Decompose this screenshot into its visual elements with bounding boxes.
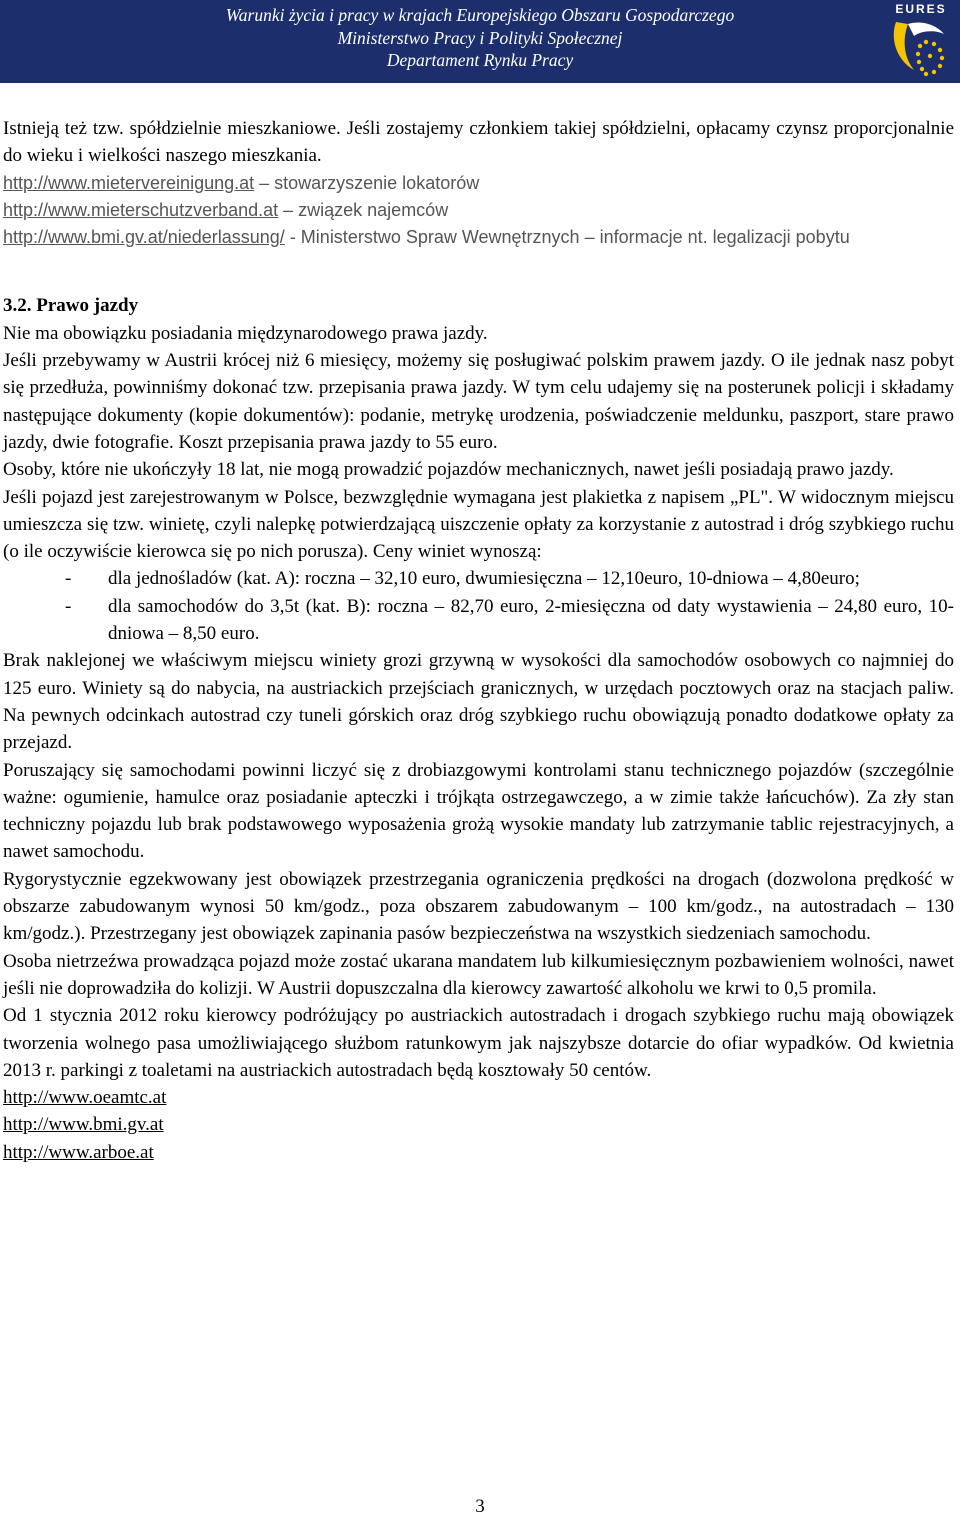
footer-link-3 [3, 1139, 954, 1166]
link-mieterschutzverband[interactable]: http://www.mieterschutzverband.at [3, 199, 279, 220]
intro-link-3 [3, 224, 954, 251]
list-item [3, 593, 954, 648]
header-text [0, 4, 960, 72]
list-item-text: dla samochodów do 3,5t (kat. B): roczna – 82,70 euro, 2-miesięczna od daty wystawienia – 24,80 euro, 10-dniowa – 8,50 euro. [108, 595, 954, 645]
page-number: 3 [475, 1496, 485, 1517]
paragraph-2: Jeśli przebywamy w Austrii krócej niż 6 miesięcy, możemy się posługiwać polskim prawem jazdy. O ile jednak nasz pobyt się przedłuża, powinniśmy dokonać tzw. przepisania prawa jazdy. W tym celu udajemy się na posterunek policji i składamy następujące dokumenty (kopie dokumentów): podanie, metrykę urodzenia, poświadczenie meldunku, paszport, stare prawo jazdy, dwie fotografie. Koszt przepisania prawa jazdy to 55 euro. [3, 350, 954, 453]
link-desc-3: - Ministerstwo Spraw Wewnętrznych – informacje nt. legalizacji pobytu [284, 227, 850, 248]
link-desc-1: – stowarzyszenie lokatorów [254, 172, 480, 193]
paragraph-3: Osoby, które nie ukończyły 18 lat, nie mogą prowadzić pojazdów mechanicznych, nawet jeśli posiadają prawo jazdy. [3, 459, 894, 481]
paragraph-6: Poruszający się samochodami powinni liczyć się z drobiazgowymi kontrolami stanu technicznego pojazdów (szczególnie ważne: ogumienie, hamulce oraz posiadanie apteczki i trójkąta ostrzegawczego, a w zimie także łańcuchów). Za zły stan techniczny pojazdu lub brak podstawowego wyposażenia grożą wysokie mandaty lub zatrzymanie tablic rejestracyjnych, a nawet samochodu. [3, 759, 954, 863]
list-item-text: dla jednośladów (kat. A): roczna – 32,10 euro, dwumiesięczna – 12,10euro, 10-dniowa – 4,80euro; [108, 568, 860, 590]
eures-logo-icon [886, 0, 956, 80]
header-line-1: Warunki życia i pracy w krajach Europejskiego Obszaru Gospodarczego [225, 5, 735, 25]
section-title: 3.2. Prawo jazdy [3, 295, 139, 317]
link-mietervereinigung[interactable]: http://www.mietervereinigung.at [3, 172, 255, 193]
page-header [0, 0, 960, 80]
paragraph-7: Rygorystycznie egzekwowany jest obowiązek przestrzegania ograniczenia prędkości na drogach (dozwolona prędkość w obszarze zabudowanym wynosi 50 km/godz., poza obszarem zabudowanym – 100 km/godz., na autostradach – 130 km/godz.). Przestrzegany jest obowiązek zapinania pasów bezpieczeństwa na wszystkich siedzeniach samochodu. [3, 868, 954, 945]
footer-link-2 [3, 1111, 954, 1138]
intro-paragraph: Istnieją też tzw. spółdzielnie mieszkaniowe. Jeśli zostajemy członkiem takiej spółdzielni, opłacamy czynsz proporcjonalnie do wieku i wielkości naszego mieszkania. [3, 118, 954, 167]
logo-text: EURES [895, 2, 947, 16]
header-rule [0, 80, 960, 83]
paragraph-4: Jeśli pojazd jest zarejestrowanym w Polsce, bezwzględnie wymagana jest plakietka z napisem „PL". W widocznym miejscu umieszcza się tzw. winietę, czyli nalepkę potwierdzającą uiszczenie opłaty za korzystanie z autostrad i dróg szybkiego ruchu (o ile oczywiście kierowca się po nich porusza). Ceny winiet wynoszą: [3, 486, 954, 563]
paragraph-5: Brak naklejonej we właściwym miejscu winiety grozi grzywną w wysokości dla samochodów osobowych co najmniej do 125 euro. Winiety są do nabycia, na austriackich przejściach granicznych, w urzędach pocztowych oraz na stacjach paliw. Na pewnych odcinkach autostrad czy tuneli górskich oraz dróg szybkiego ruchu obowiązują ponadto dodatkowe opłaty za przejazd. [3, 650, 954, 754]
link-bmi-niederlassung[interactable]: http://www.bmi.gv.at/niederlassung/ [3, 227, 285, 248]
link-bmi[interactable]: http://www.bmi.gv.at [3, 1114, 164, 1136]
footer-link-1 [3, 1084, 954, 1111]
header-line-2: Ministerstwo Pracy i Polityki Społecznej [337, 27, 623, 48]
list-item [3, 565, 954, 592]
list-dash: - [65, 568, 72, 590]
link-arboe[interactable]: http://www.arboe.at [3, 1141, 154, 1163]
document-body [3, 115, 954, 1166]
intro-link-2 [3, 197, 954, 224]
intro-link-1 [3, 170, 954, 197]
paragraph-8: Osoba nietrzeźwa prowadząca pojazd może zostać ukarana mandatem lub kilkumiesięcznym pozbawieniem wolności, nawet jeśli nie doprowadziła do kolizji. W Austrii dopuszczalna dla kierowcy zawartość alkoholu we krwi to 0,5 promila. [3, 950, 954, 999]
link-oeamtc[interactable]: http://www.oeamtc.at [3, 1087, 167, 1109]
link-desc-2: – związek najemców [278, 199, 449, 220]
paragraph-1: Nie ma obowiązku posiadania międzynarodowego prawa jazdy. [3, 322, 488, 344]
paragraph-9: Od 1 stycznia 2012 roku kierowcy podróżujący po austriackich autostradach i drogach szybkiego ruchu mają obowiązek tworzenia wolnego pasa umożliwiającego służbom ratunkowym jak najszybsze dotarcie do ofiar wypadków. Od kwietnia 2013 r. parkingi z toaletami na austriackich autostradach będą kosztowały 50 centów. [3, 1005, 954, 1081]
list-dash: - [65, 595, 72, 617]
header-line-3: Departament Rynku Pracy [386, 50, 574, 70]
